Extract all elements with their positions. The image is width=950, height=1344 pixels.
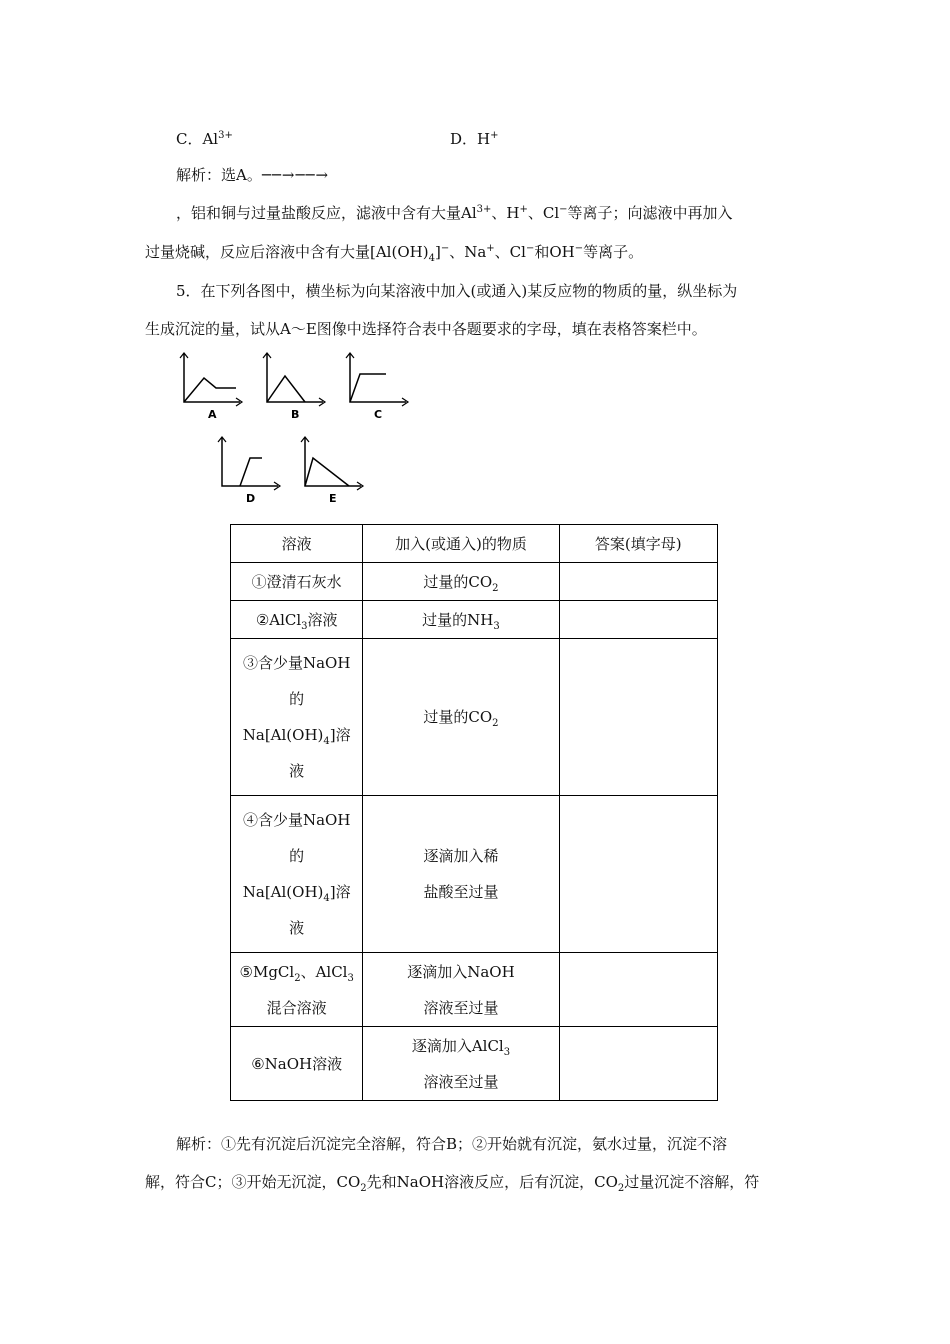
graph-b-label: B — [291, 408, 300, 421]
table-row — [231, 639, 718, 796]
table-row — [231, 953, 718, 1027]
analysis-paragraph-line2: 过量烧碱，反应后溶液中含有大量$[Al(OH)_4]^-$、Na+、Cl−和OH−等离子。 — [145, 243, 644, 264]
option-d: D．H+ — [450, 130, 499, 148]
cell-answer[interactable] — [559, 639, 717, 796]
reaction-arrows: ──→──→ — [261, 166, 330, 184]
header-solution: 溶液 — [231, 525, 363, 563]
graph-c — [344, 352, 414, 422]
graph-c-label: C — [374, 408, 383, 421]
cell-solution: ③含少量NaOH 的 $Na[Al(OH)_4]$溶 液 — [231, 639, 363, 796]
question-5-line1: 5．在下列各图中，横坐标为向某溶液中加入(或通入)某反应物的物质的量，纵坐标为 — [176, 282, 738, 300]
cell-solution: ②AlCl$_3$溶液 — [231, 601, 363, 639]
table-row — [231, 1027, 718, 1101]
analysis-paragraph-line1: ，铝和铜与过量盐酸反应，滤液中含有大量$Al^{3+}$、H+、Cl−等离子；向滤液中再加入 — [176, 204, 733, 222]
cell-answer[interactable] — [559, 601, 717, 639]
analysis-heading: 解析：选A。──→──→ — [176, 166, 330, 184]
analysis-2-line1: 解析：①先有沉淀后沉淀完全溶解，符合B；②开始就有沉淀，氨水过量，沉淀不溶 — [176, 1135, 728, 1153]
cell-answer[interactable] — [559, 1027, 717, 1101]
cell-answer[interactable] — [559, 953, 717, 1027]
cell-substance: 逐滴加入稀 盐酸至过量 — [363, 796, 559, 953]
header-added-substance: 加入(或通入)的物质 — [363, 525, 559, 563]
graph-b — [261, 352, 331, 422]
cell-solution: ④含少量NaOH 的 $Na[Al(OH)_4]$溶 液 — [231, 796, 363, 953]
graph-a-label: A — [208, 408, 217, 421]
option-c: C．$Al^{3+}$ — [176, 130, 233, 148]
cell-answer[interactable] — [559, 563, 717, 601]
header-answer: 答案(填字母) — [559, 525, 717, 563]
cell-substance: 逐滴加入AlCl$_3$ 溶液至过量 — [363, 1027, 559, 1101]
table-row — [231, 563, 718, 601]
cell-substance: 过量的$CO_2$ — [363, 563, 559, 601]
cell-solution: ⑥NaOH溶液 — [231, 1027, 363, 1101]
cell-solution: ①澄清石灰水 — [231, 563, 363, 601]
cell-answer[interactable] — [559, 796, 717, 953]
cell-substance: 过量的$CO_2$ — [363, 639, 559, 796]
answer-table — [230, 524, 718, 1101]
graph-e — [299, 436, 369, 506]
graph-d — [216, 436, 286, 506]
table-row — [231, 601, 718, 639]
cell-solution: ⑤MgCl$_2$、AlCl$_3$ 混合溶液 — [231, 953, 363, 1027]
table-header-row — [231, 525, 718, 563]
graph-d-label: D — [246, 492, 256, 505]
table-row — [231, 796, 718, 953]
graph-a — [178, 352, 248, 422]
cell-substance: 逐滴加入NaOH 溶液至过量 — [363, 953, 559, 1027]
analysis-2-line2: 解，符合C；③开始无沉淀，$CO_2$先和NaOH溶液反应，后有沉淀，$CO_2$过量沉淀不溶解，符 — [145, 1173, 760, 1194]
cell-substance: 过量的$NH_3$ — [363, 601, 559, 639]
graph-e-label: E — [329, 492, 337, 505]
question-5-line2: 生成沉淀的量，试从A～E图像中选择符合表中各题要求的字母，填在表格答案栏中。 — [145, 320, 707, 338]
